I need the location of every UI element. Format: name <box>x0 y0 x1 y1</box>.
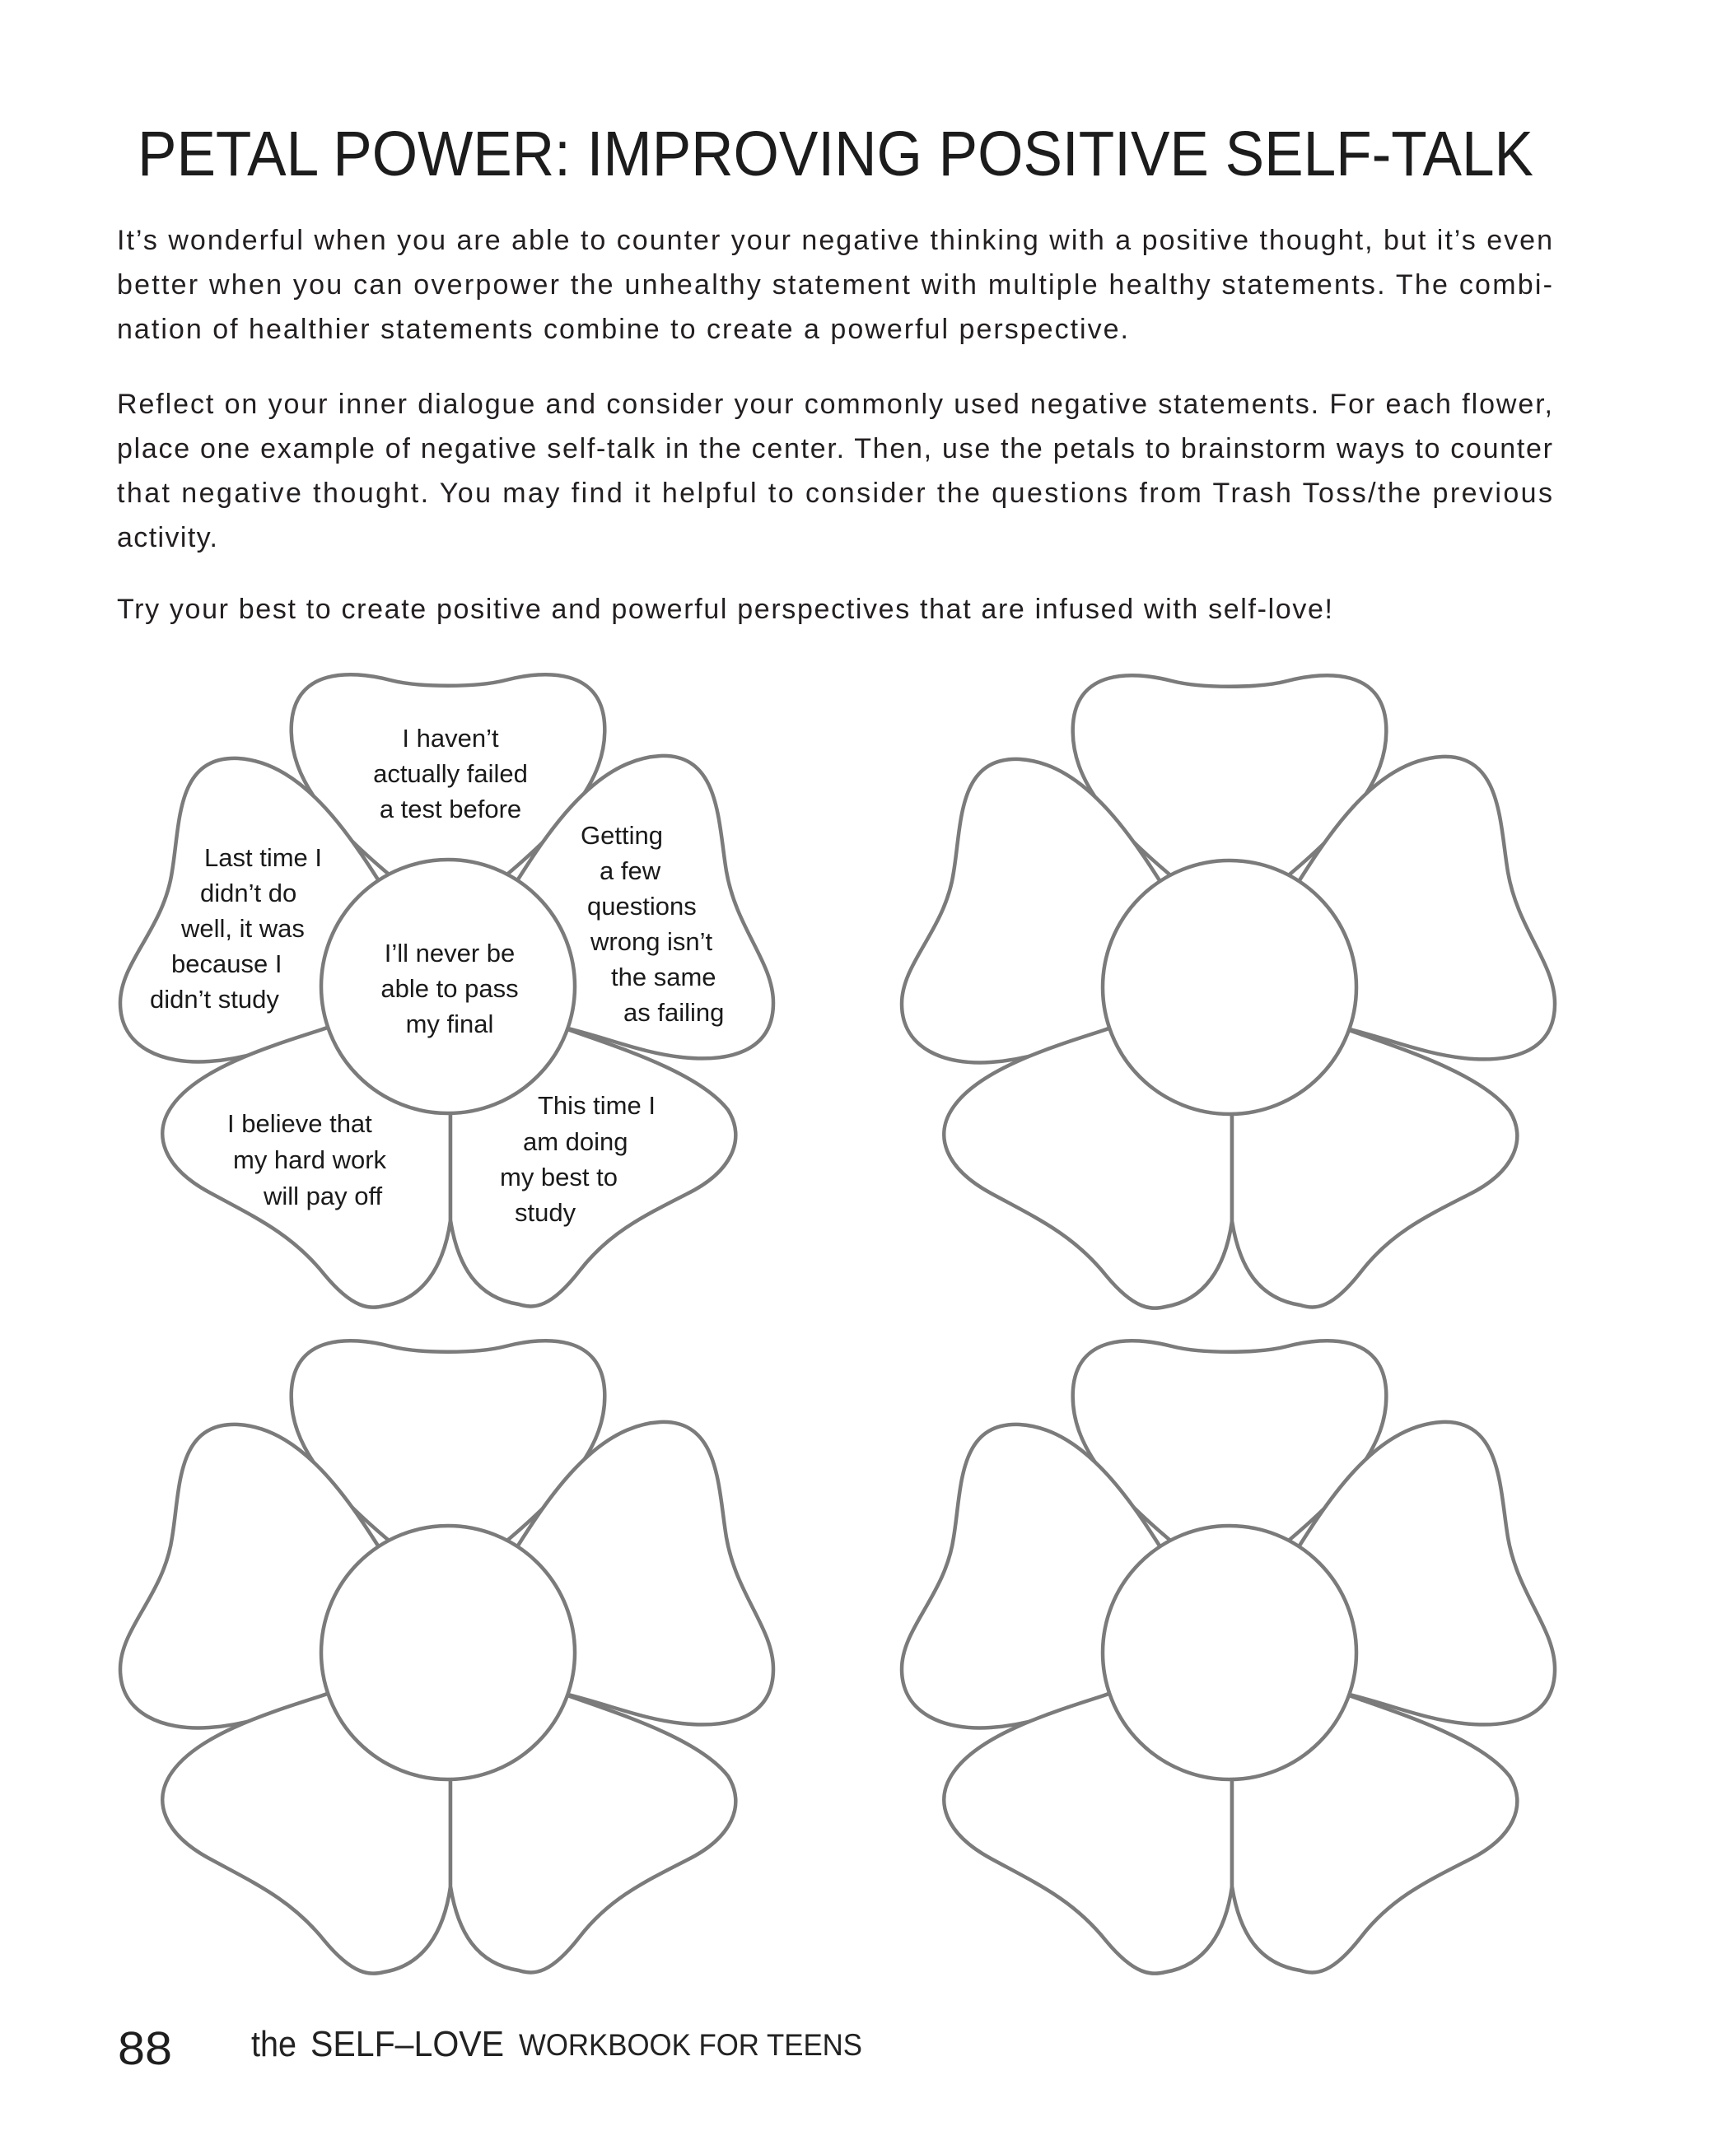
petal-line: Getting <box>581 821 663 850</box>
page-title: PETAL POWER: IMPROVING POSITIVE SELF-TALK <box>138 119 1533 189</box>
paragraph-line: nation of healthier statements combine to create a powerful perspective. <box>117 314 1128 345</box>
petal-line: questions <box>587 892 697 921</box>
petal-line: This time I <box>538 1091 656 1120</box>
petal-line: actually failed <box>373 759 528 788</box>
flower-blank-2 <box>120 1341 773 1973</box>
petal-line: a test before <box>379 795 522 823</box>
petal-line: study <box>515 1198 576 1227</box>
petal-line: Last time I <box>204 843 322 872</box>
flower-center <box>1103 860 1356 1114</box>
petal-line: a few <box>600 856 661 885</box>
petal-line: wrong isn’t <box>590 927 713 956</box>
petal-line: will pay off <box>264 1182 383 1210</box>
flower-center <box>1103 1526 1356 1779</box>
petal-line: as failing <box>623 998 725 1027</box>
center-line: I’ll never be <box>384 939 516 968</box>
running-title-self-love: SELF–LOVE <box>310 2024 504 2064</box>
paragraph-line: Reflect on your inner dialogue and consider your commonly used negative statements. For each flower, <box>117 389 1553 420</box>
petal-line: well, it was <box>181 914 305 943</box>
paragraph-line: It’s wonderful when you are able to counter your negative thinking with a positive thought, but it’s even <box>117 225 1552 256</box>
paragraph-line: Try your best to create positive and powerful perspectives that are infused with self-love! <box>117 594 1332 625</box>
petal-line: I haven’t <box>402 724 499 753</box>
running-title-rest: WORKBOOK FOR TEENS <box>519 2028 862 2062</box>
petal-line: didn’t study <box>150 985 279 1014</box>
petal-line: I believe that <box>227 1109 372 1138</box>
petal-line: am doing <box>523 1127 628 1156</box>
page-footer <box>118 2022 862 2075</box>
paragraph-line: that negative thought. You may find it helpful to consider the questions from Trash Toss/the previous <box>117 478 1553 509</box>
petal-line: didn’t do <box>200 879 297 907</box>
intro-paragraph-2 <box>117 389 1552 553</box>
paragraph-line: place one example of negative self-talk in the center. Then, use the petals to brainstorm ways to counter <box>117 433 1552 464</box>
petal-line: the same <box>611 963 716 991</box>
running-title-the: the <box>251 2024 296 2064</box>
petal-line: because I <box>171 949 282 978</box>
intro-paragraph-3 <box>117 594 1332 625</box>
center-line: able to pass <box>380 974 519 1003</box>
paragraph-line: activity. <box>117 522 217 553</box>
intro-paragraph-1 <box>117 225 1552 345</box>
page-number: 88 <box>118 2022 172 2075</box>
center-line: my final <box>405 1010 494 1038</box>
petal-line: my best to <box>500 1163 618 1191</box>
flower-center <box>321 1526 575 1779</box>
flower-blank-1 <box>902 675 1555 1308</box>
paragraph-line: better when you can overpower the unhealthy statement with multiple healthy statements. The combi- <box>117 269 1552 301</box>
petal-line: my hard work <box>233 1145 387 1174</box>
flower-blank-3 <box>902 1341 1555 1973</box>
